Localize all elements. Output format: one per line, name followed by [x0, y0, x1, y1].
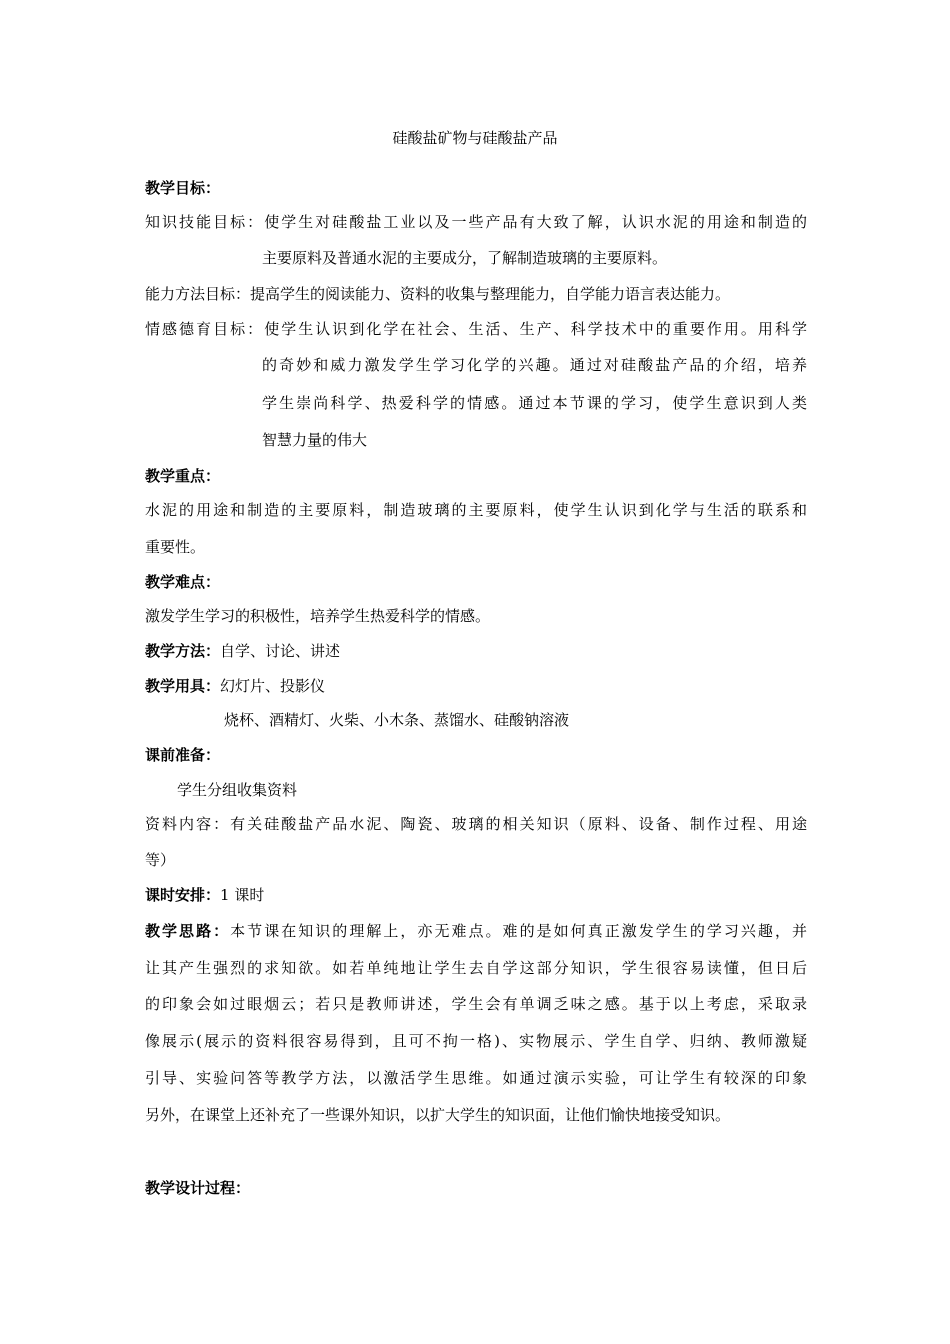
key-points-line-2: 重要性。 [145, 538, 206, 556]
methods-text: 自学、讨论、讲述 [220, 642, 341, 660]
emotion-goal-line-2: 的奇妙和威力激发学生学习化学的兴趣。通过对硅酸盐产品的介绍，培养 [262, 356, 807, 374]
approach-line-4: 像展示(展示的资料很容易得到，且可不拘一格)、实物展示、学生自学、归纳、教师激疑 [145, 1032, 807, 1050]
preparation-line-3: 等） [145, 851, 176, 869]
schedule-text: 1 课时 [220, 886, 265, 904]
approach-text-1: 本节课在知识的理解上，亦无难点。难的是如何真正激发学生的学习兴趣，并 [230, 922, 807, 940]
key-points-line-1: 水泥的用途和制造的主要原料，制造玻璃的主要原料，使学生认识到化学与生活的联系和 [145, 501, 807, 519]
preparation-line-2: 资料内容：有关硅酸盐产品水泥、陶瓷、玻璃的相关知识（原料、设备、制作过程、用途 [145, 815, 807, 833]
knowledge-goal-line-1 [145, 212, 807, 232]
emotion-goal-text: 使学生认识到化学在社会、生活、生产、科学技术中的重要作用。用科学 [264, 320, 807, 338]
approach-line-5: 引导、实验问答等教学方法，以激活学生思维。如通过演示实验，可让学生有较深的印象 [145, 1069, 807, 1087]
emotion-goal-label: 情感德育目标： [145, 320, 265, 338]
tools-line-2: 烧杯、酒精灯、火柴、小木条、蒸馏水、硅酸钠溶液 [224, 711, 570, 729]
difficulties-line-1: 激发学生学习的积极性，培养学生热爱科学的情感。 [145, 607, 491, 625]
preparation-heading: 课前准备： [145, 746, 221, 764]
tools-heading: 教学用具： [145, 677, 221, 695]
schedule-heading: 课时安排： [145, 886, 221, 904]
document-title: 硅酸盐矿物与硅酸盐产品 [392, 129, 558, 147]
approach-line-1 [145, 921, 807, 941]
difficulties-heading: 教学难点： [145, 573, 221, 591]
ability-goal-line [145, 284, 730, 304]
knowledge-goal-line-2: 主要原料及普通水泥的主要成分，了解制造玻璃的主要原料。 [262, 249, 668, 267]
emotion-goal-line-1 [145, 319, 807, 339]
emotion-goal-line-3: 学生崇尚科学、热爱科学的情感。通过本节课的学习，使学生意识到人类 [262, 394, 807, 412]
key-points-heading: 教学重点： [145, 467, 221, 485]
approach-line-3: 的印象会如过眼烟云；若只是教师讲述，学生会有单调乏味之感。基于以上考虑，采取录 [145, 995, 807, 1013]
process-heading: 教学设计过程： [145, 1179, 251, 1197]
methods-heading: 教学方法： [145, 642, 221, 660]
emotion-goal-line-4: 智慧力量的伟大 [262, 431, 368, 449]
approach-line-6: 另外，在课堂上还补充了一些课外知识，以扩大学生的知识面，让他们愉快地接受知识。 [145, 1106, 731, 1124]
tools-text-1: 幻灯片、投影仪 [220, 677, 326, 695]
preparation-line-1: 学生分组收集资料 [177, 781, 298, 799]
tools-line-1 [145, 676, 325, 696]
ability-goal-text: 提高学生的阅读能力、资料的收集与整理能力，自学能力语言表达能力。 [250, 285, 731, 303]
knowledge-goal-label: 知识技能目标： [145, 213, 265, 231]
approach-line-2: 让其产生强烈的求知欲。如若单纯地让学生去自学这部分知识，学生很容易读懂，但日后 [145, 959, 807, 977]
ability-goal-label: 能力方法目标： [145, 285, 251, 303]
approach-heading: 教学思路： [145, 922, 231, 940]
goals-heading: 教学目标： [145, 179, 221, 197]
schedule-line [145, 885, 264, 905]
knowledge-goal-text: 使学生对硅酸盐工业以及一些产品有大致了解，认识水泥的用途和制造的 [264, 213, 807, 231]
methods-line [145, 641, 340, 661]
